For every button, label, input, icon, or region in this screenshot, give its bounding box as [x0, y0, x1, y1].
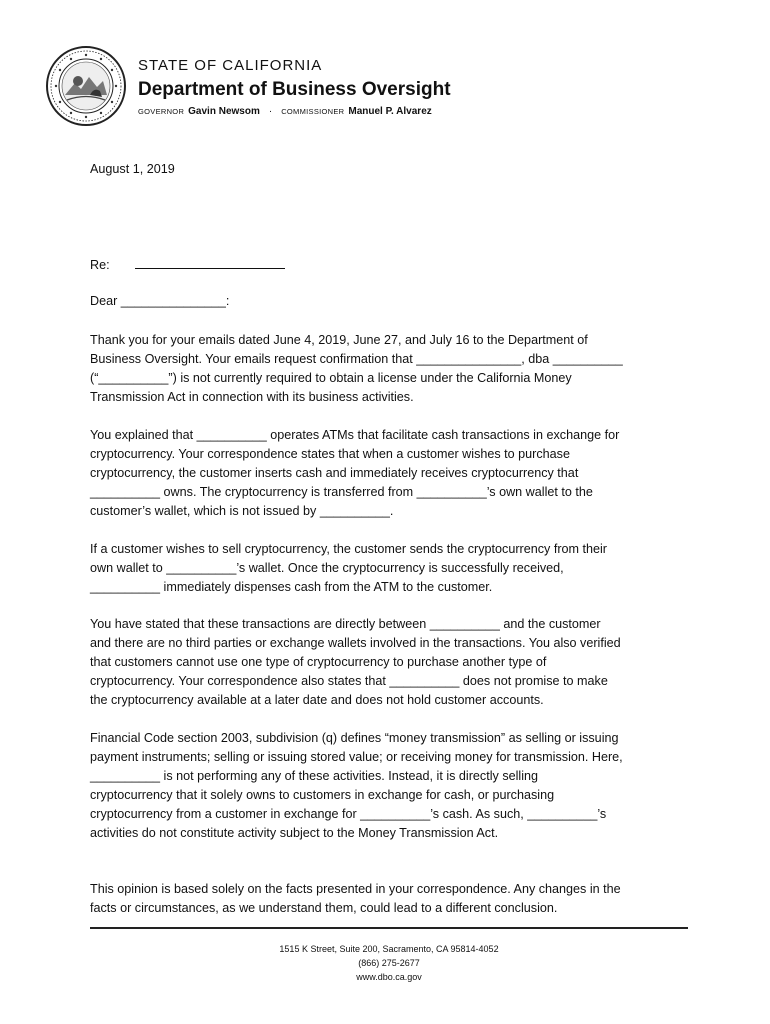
footer-address: 1515 K Street, Suite 200, Sacramento, CA 95814-4052	[279, 944, 499, 954]
salutation: Dear _______________:	[90, 294, 230, 308]
re-label: Re:	[90, 258, 110, 272]
letter-date: August 1, 2019	[90, 162, 175, 176]
paragraph-line: the cryptocurrency available at a later date and does not hold customer accounts.	[90, 693, 544, 707]
paragraph-line: cryptocurrency from a customer in exchange for __________’s cash. As such, __________’s	[90, 807, 607, 821]
paragraph-line: payment instruments; selling or issuing stored value; or receiving money for transmission. Here,	[90, 750, 623, 764]
re-blank	[135, 256, 285, 269]
footer-phone: (866) 275-2677	[358, 958, 420, 968]
paragraph-line: facts or circumstances, as we understand them, could lead to a different conclusion.	[90, 901, 558, 915]
paragraph-line: Transmission Act in connection with its business activities.	[90, 390, 414, 404]
paragraph-2	[90, 426, 690, 521]
officials-line	[138, 106, 451, 117]
governor-role: GOVERNOR	[138, 107, 185, 116]
footer-website: www.dbo.ca.gov	[356, 972, 422, 982]
paragraph-line: (“__________”) is not currently required to obtain a license under the California Money	[90, 371, 572, 385]
state-seal-icon	[45, 45, 127, 127]
paragraph-line: activities do not constitute activity subject to the Money Transmission Act.	[90, 826, 499, 840]
paragraph-line: __________ immediately dispenses cash from the ATM to the customer.	[90, 580, 493, 594]
paragraph-line: Financial Code section 2003, subdivision (q) defines “money transmission” as selling or issuing	[90, 731, 619, 745]
paragraph-line: cryptocurrency, the customer inserts cash and immediately receives cryptocurrency that	[90, 466, 579, 480]
footer	[90, 942, 688, 984]
department-title: Department of Business Oversight	[138, 79, 451, 100]
paragraph-line: cryptocurrency. Your correspondence also states that __________ does not promise to make	[90, 674, 608, 688]
paragraph-line: You have stated that these transactions are directly between __________ and the customer	[90, 617, 601, 631]
paragraph-4	[90, 615, 690, 710]
paragraph-line: and there are no third parties or exchange wallets involved in the transactions. You also verified	[90, 636, 621, 650]
paragraph-line: __________ is not performing any of these activities. Instead, it is directly selling	[90, 769, 539, 783]
paragraph-line: Thank you for your emails dated June 4, 2019, June 27, and July 16 to the Department of	[90, 333, 588, 347]
officials-separator: ·	[268, 106, 273, 117]
paragraph-line: Business Oversight. Your emails request confirmation that _______________, dba __________	[90, 352, 623, 366]
footer-divider	[90, 927, 688, 929]
paragraph-line: This opinion is based solely on the facts presented in your correspondence. Any changes in the	[90, 882, 621, 896]
paragraph-line: cryptocurrency that it solely owns to customers in exchange for cash, or purchasing	[90, 788, 555, 802]
paragraph-line: own wallet to __________’s wallet. Once the cryptocurrency is successfully received,	[90, 561, 564, 575]
paragraph-line: that customers cannot use one type of cryptocurrency to purchase another type of	[90, 655, 547, 669]
commissioner-name: Manuel P. Alvarez	[348, 106, 432, 117]
paragraph-line: If a customer wishes to sell cryptocurrency, the customer sends the cryptocurrency from their	[90, 542, 608, 556]
paragraph-6	[90, 880, 690, 918]
paragraph-line: __________ owns. The cryptocurrency is transferred from __________’s own wallet to the	[90, 485, 593, 499]
paragraph-5	[90, 729, 690, 843]
re-line	[90, 256, 690, 275]
paragraph-line: customer’s wallet, which is not issued by __________.	[90, 504, 394, 518]
governor-name: Gavin Newsom	[188, 106, 260, 117]
letterhead	[138, 56, 451, 117]
paragraph-1	[90, 331, 690, 407]
paragraph-3	[90, 540, 690, 597]
paragraph-line: cryptocurrency. Your correspondence states that when a customer wishes to purchase	[90, 447, 570, 461]
state-title: STATE OF CALIFORNIA	[138, 57, 323, 74]
paragraph-line: You explained that __________ operates ATMs that facilitate cash transactions in exchange for	[90, 428, 620, 442]
commissioner-role: COMMISSIONER	[281, 107, 345, 116]
